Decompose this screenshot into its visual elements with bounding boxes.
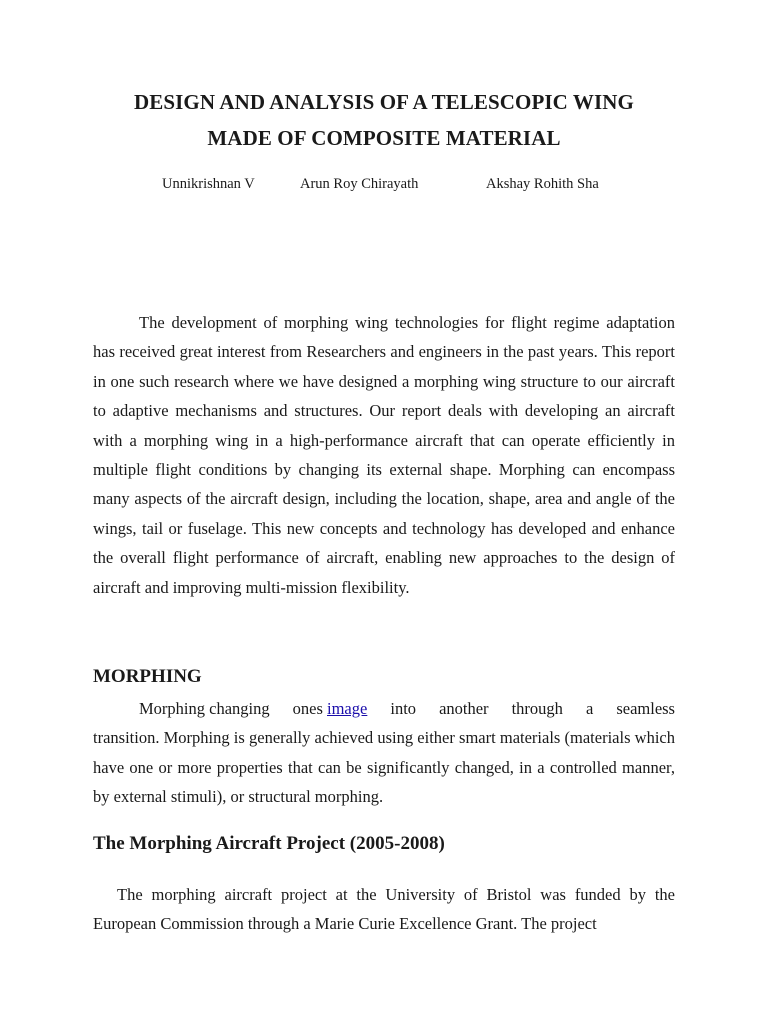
morphing-rest-text: transition. Morphing is generally achieved using either smart materials (materials which have one or more properties that can be significantly changed, in a controlled manner, by external stimuli), or structural morphing. <box>93 728 675 807</box>
morphing-word: into <box>390 699 417 718</box>
abstract-text: The development of morphing wing technologies for flight regime adaptation has received great interest from Researchers and engineers in the past years. This report in one such research where we have designed a morphing wing structure to our aircraft to adaptive mechanisms and structures. Our report deals with developing an aircraft with a morphing wing in a high-performance aircraft that can operate efficiently in multiple flight conditions by changing its external shape. Morphing can encompass many aspects of the aircraft design, including the location, shape, area and angle of the wings, tail or fuselage. This new concepts and technology has developed and enhance the overall flight performance of aircraft, enabling new approaches to the design of aircraft and improving multi-mission flexibility. <box>93 313 675 597</box>
section-heading-project: The Morphing Aircraft Project (2005-2008) <box>93 833 445 854</box>
project-text: The morphing aircraft project at the University of Bristol was funded by the European Commission through a Marie Curie Excellence Grant. The project <box>93 885 675 934</box>
author-1: Unnikrishnan V <box>162 176 255 192</box>
morphing-word: a <box>585 699 594 718</box>
author-3: Akshay Rohith Sha <box>486 176 599 192</box>
project-paragraph <box>93 880 675 939</box>
image-link[interactable]: image <box>327 699 368 718</box>
paper-title-line-1: DESIGN AND ANALYSIS OF A TELESCOPIC WING <box>134 90 634 114</box>
abstract-paragraph <box>93 308 675 602</box>
morphing-word: ones <box>292 699 323 718</box>
morphing-paragraph <box>93 694 675 812</box>
morphing-word: another <box>439 699 489 718</box>
morphing-word: seamless <box>616 699 675 718</box>
morphing-word-group <box>293 694 368 723</box>
section-heading-morphing: MORPHING <box>93 666 202 687</box>
author-2: Arun Roy Chirayath <box>300 176 419 192</box>
morphing-word: Morphing changing <box>139 699 270 718</box>
morphing-word: through <box>511 699 563 718</box>
morphing-first-line <box>93 694 675 723</box>
paper-title-line-2: MADE OF COMPOSITE MATERIAL <box>207 126 561 150</box>
